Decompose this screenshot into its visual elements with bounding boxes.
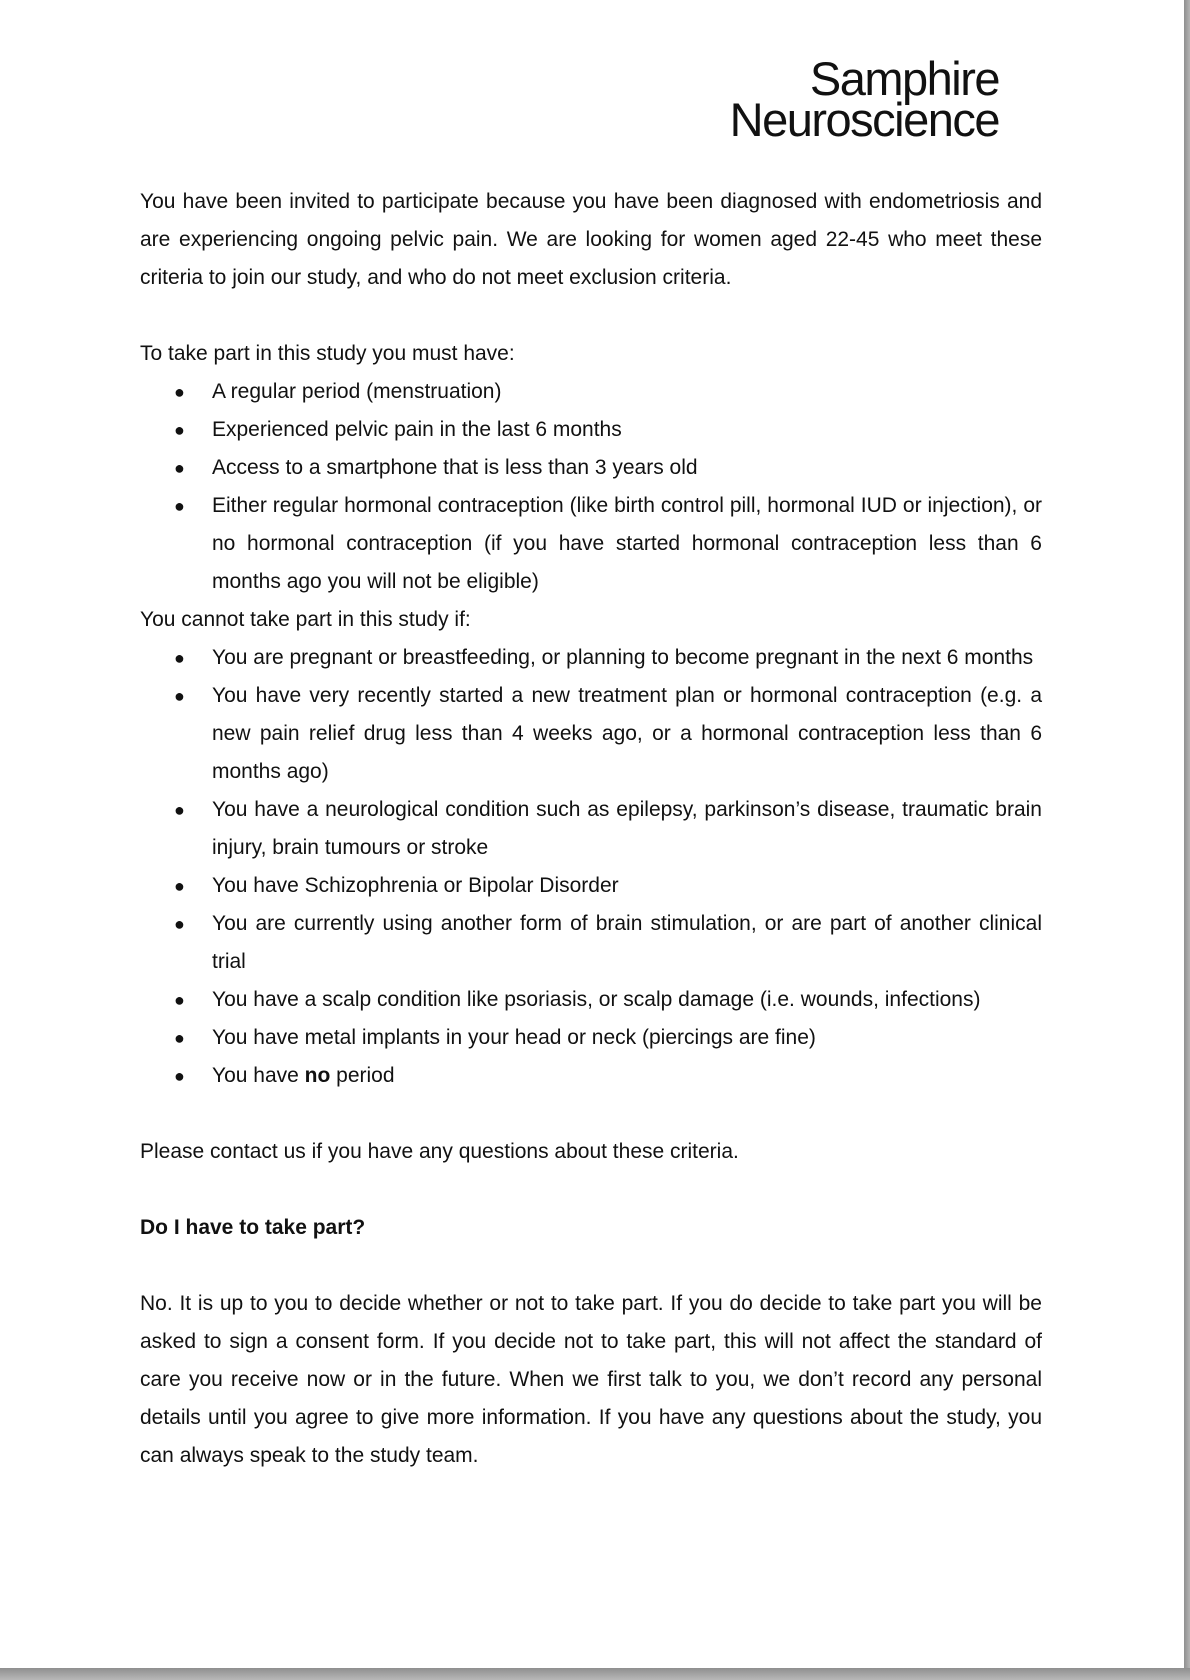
list-item	[174, 677, 1042, 791]
bullet-icon: ●	[174, 914, 185, 934]
list-item-text: Access to a smartphone that is less than 3 years old	[212, 456, 698, 479]
list-item-text: You have a scalp condition like psoriasis, or scalp damage (i.e. wounds, infections)	[212, 988, 981, 1011]
bullet-icon: ●	[174, 876, 185, 896]
bullet-icon: ●	[174, 458, 185, 478]
section-heading: Do I have to take part?	[140, 1216, 366, 1239]
list-item	[174, 373, 1042, 411]
list-item	[174, 487, 1042, 601]
spacer	[140, 297, 1042, 335]
samphire-neuroscience-logo	[729, 52, 999, 146]
spacer	[140, 1095, 1042, 1133]
list-item-text: You are pregnant or breastfeeding, or planning to become pregnant in the next 6 months	[212, 646, 1034, 669]
bullet-icon: ●	[174, 496, 185, 516]
list-item	[174, 639, 1042, 677]
exclusion-heading: You cannot take part in this study if:	[140, 608, 471, 631]
bullet-icon: ●	[174, 800, 185, 820]
contact-paragraph: Please contact us if you have any questions about these criteria.	[140, 1140, 739, 1163]
bullet-icon: ●	[174, 420, 185, 440]
list-item-text: A regular period (menstruation)	[212, 380, 502, 403]
bullet-icon: ●	[174, 990, 185, 1010]
list-item	[174, 905, 1042, 981]
bullet-icon: ●	[174, 1066, 185, 1086]
document-body	[140, 183, 1042, 1475]
inclusion-list	[140, 373, 1042, 601]
spacer	[140, 1171, 1042, 1209]
list-item	[174, 867, 1042, 905]
list-item-text: Either regular hormonal contraception (like birth control pill, hormonal IUD or injection), or no hormonal contraception (if you have started hormonal contraception less than 6 months ago you will not be eligible)	[212, 494, 1042, 593]
list-item	[174, 449, 1042, 487]
answer-paragraph: No. It is up to you to decide whether or not to take part. If you do decide to take part you will be asked to sign a consent form. If you decide not to take part, this will not affect the standard of care you receive now or in the future. When we first talk to you, we don’t record any personal details until you agree to give more information. If you have any questions about the study, you can always speak to the study team.	[140, 1292, 1042, 1467]
bullet-icon: ●	[174, 686, 185, 706]
intro-paragraph: You have been invited to participate because you have been diagnosed with endometriosis and are experiencing ongoing pelvic pain. We are looking for women aged 22-45 who meet these criteria to join our study, and who do not meet exclusion criteria.	[140, 190, 1042, 289]
page-bottom-shadow	[0, 1668, 1190, 1680]
inclusion-heading: To take part in this study you must have:	[140, 342, 515, 365]
list-item-text: You have metal implants in your head or neck (piercings are fine)	[212, 1026, 816, 1049]
list-item-text: You have a neurological condition such as epilepsy, parkinson’s disease, traumatic brain injury, brain tumours or stroke	[212, 798, 1042, 859]
list-item-text: You have Schizophrenia or Bipolar Disorder	[212, 874, 619, 897]
list-item	[174, 1019, 1042, 1057]
page-edge-shadow	[1184, 0, 1190, 1680]
bullet-icon: ●	[174, 648, 185, 668]
bullet-icon: ●	[174, 382, 185, 402]
list-item-text: You have	[212, 1064, 305, 1087]
emphasis-no: no	[304, 1064, 331, 1087]
bullet-icon: ●	[174, 1028, 185, 1048]
list-item-text: Experienced pelvic pain in the last 6 months	[212, 418, 622, 441]
list-item	[174, 981, 1042, 1019]
list-item-text: You are currently using another form of brain stimulation, or are part of another clinical trial	[212, 912, 1042, 973]
list-item-text: You have very recently started a new treatment plan or hormonal contraception (e.g. a new pain relief drug less than 4 weeks ago, or a hormonal contraception less than 6 months ago)	[212, 684, 1042, 783]
list-item	[174, 791, 1042, 867]
exclusion-list	[140, 639, 1042, 1095]
list-item	[174, 1057, 1042, 1095]
logo-line-2: Neuroscience	[729, 93, 999, 146]
list-item-text-end: period	[330, 1064, 395, 1087]
logo-line-1: Samphire	[809, 52, 999, 105]
list-item	[174, 411, 1042, 449]
spacer	[140, 1247, 1042, 1285]
